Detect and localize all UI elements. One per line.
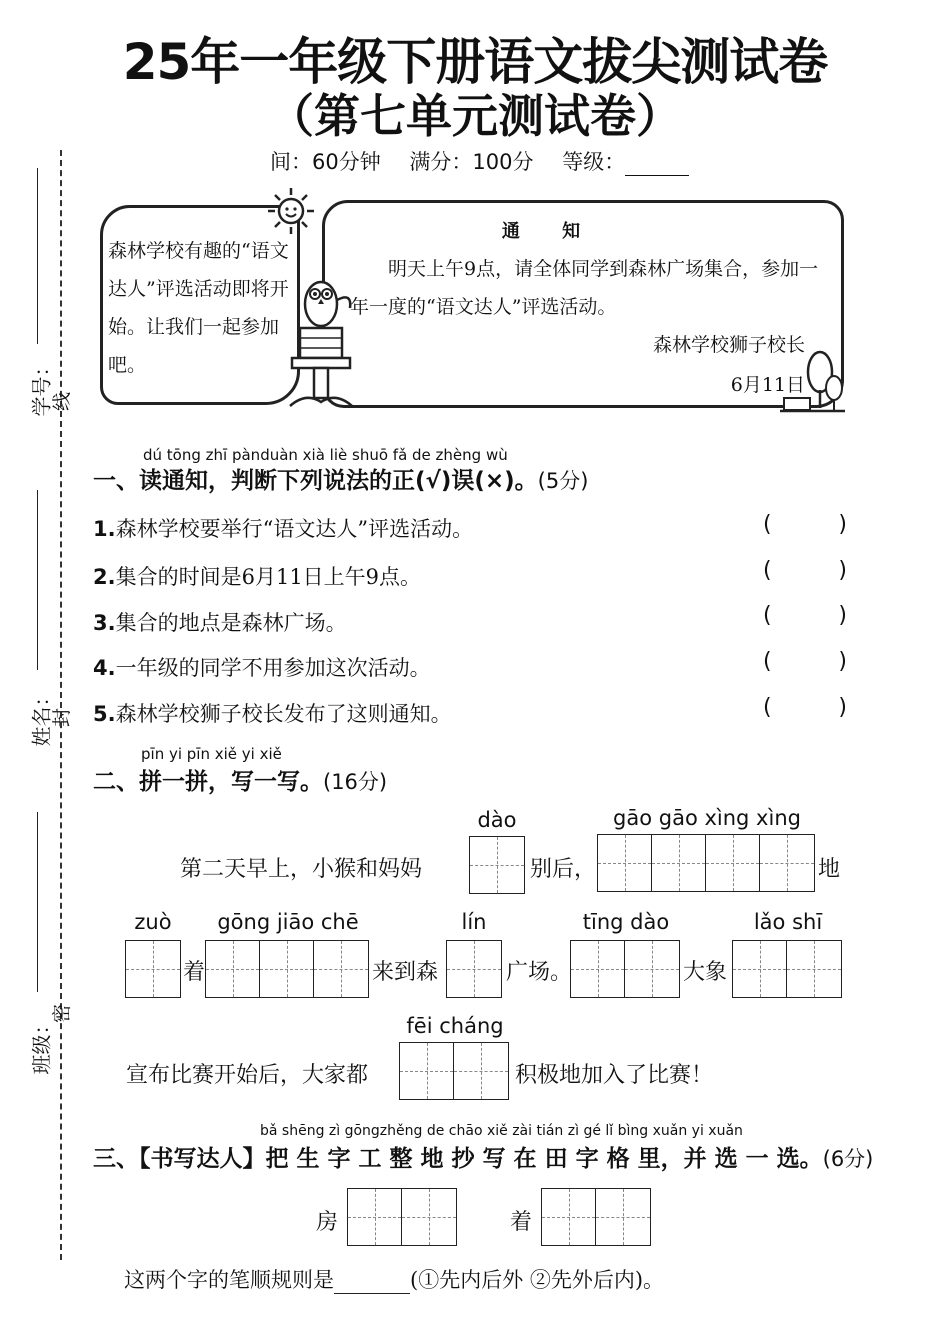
page-subtitle: （第七单元测试卷）: [268, 89, 682, 143]
notice-title: 通 知: [501, 221, 599, 242]
item-number: 4.: [93, 656, 116, 680]
copy-char-fang: 房: [316, 1210, 339, 1235]
notice-body: 明天上午9点，请全体同学到森林广场集合，参加一年一度的“语文达人”评选活动。: [350, 258, 819, 318]
section1-heading-text: 一、读通知，判断下列说法的正(√)误(×)。: [93, 468, 538, 494]
tianzige-gongjiaoche[interactable]: [205, 940, 369, 998]
paren-open: (: [763, 695, 772, 720]
answer-parentheses[interactable]: [763, 558, 847, 583]
intro-text: 森林学校有趣的“语文达人”评选活动即将开始。让我们一起参加吧。: [108, 240, 289, 376]
exam-time: 间：60分钟: [270, 150, 381, 174]
fill-line2-zhe: 着: [183, 960, 206, 985]
name-label: 姓名：: [29, 686, 54, 747]
tianzige-lin[interactable]: [446, 940, 502, 998]
section2-heading: [93, 763, 387, 796]
section2-score: (16分): [323, 770, 388, 794]
item-number: 3.: [93, 611, 116, 635]
pinyin-lin: lín: [461, 910, 487, 934]
binding-mi: 密: [51, 1003, 74, 1024]
stroke-order-blank[interactable]: [334, 1272, 410, 1294]
notice-date: 6月11日: [730, 374, 805, 396]
section2-pinyin: pīn yi pīn xiě yi xiě: [141, 745, 282, 763]
pinyin-zuo: zuò: [134, 910, 172, 934]
item-number: 1.: [93, 517, 116, 541]
paren-close: ): [838, 512, 847, 537]
section1-heading: [93, 462, 588, 495]
pinyin-dao: dào: [477, 808, 517, 832]
notice-signer: 森林学校狮子校长: [652, 334, 805, 356]
grade-blank[interactable]: [625, 156, 689, 176]
item-number: 5.: [93, 702, 116, 726]
list-item: [93, 561, 421, 591]
list-item: [93, 652, 431, 682]
fill-line2-guangchang: 广场。: [506, 960, 573, 985]
answer-parentheses[interactable]: [763, 649, 847, 674]
tianzige-laoshi[interactable]: [732, 940, 842, 998]
tianzige-zhe[interactable]: [541, 1188, 651, 1246]
fill-line2-daxiang: 大象: [683, 960, 728, 985]
exam-meta: [270, 146, 689, 176]
fill-line1-di: 地: [818, 857, 841, 882]
owl-on-post-icon: [286, 272, 356, 408]
tianzige-fang[interactable]: [347, 1188, 457, 1246]
list-item: [93, 698, 452, 728]
stroke-order-options: (①先内后外 ②先外后内)。: [410, 1268, 665, 1292]
student-no-line[interactable]: [37, 168, 38, 344]
class-label: 班级：: [29, 1014, 54, 1075]
fill-line1-text: 第二天早上，小猴和妈妈: [180, 857, 423, 882]
item-text: 一年级的同学不用参加这次活动。: [115, 656, 431, 680]
list-item: [93, 513, 473, 543]
paren-close: ): [838, 558, 847, 583]
paren-open: (: [763, 512, 772, 537]
section3-pinyin: bǎ shēng zì gōngzhěng de chāo xiě zài tián zì gé lǐ bìng xuǎn yi xuǎn: [260, 1123, 743, 1139]
binding-feng: 封: [51, 707, 74, 728]
exam-full-score: 满分：100分: [409, 150, 534, 174]
trees-icon: [780, 350, 845, 414]
section1-score: (5分): [537, 469, 589, 493]
name-line[interactable]: [37, 490, 38, 670]
page-title: 25年一年级下册语文拔尖测试卷: [122, 33, 828, 91]
answer-parentheses[interactable]: [763, 695, 847, 720]
pinyin-laoshi: lǎo shī: [753, 910, 823, 934]
fill-line1-after: 别后，: [530, 857, 597, 882]
item-text: 集合的地点是森林广场。: [115, 611, 347, 635]
pinyin-tingdao: tīng dào: [582, 910, 670, 934]
section3-heading: [93, 1140, 873, 1173]
paren-open: (: [763, 649, 772, 674]
section3-score: (6分): [822, 1147, 874, 1171]
student-no-label: 学号：: [29, 356, 54, 417]
tianzige-gaogaoxingxing[interactable]: [597, 834, 815, 892]
class-line[interactable]: [37, 812, 38, 992]
binding-dashed-line: [60, 150, 62, 1260]
item-number: 2.: [93, 565, 116, 589]
pinyin-gongjiaoche: gōng jiāo chē: [217, 910, 359, 934]
section2-heading-text: 二、拼一拼，写一写。: [93, 769, 323, 795]
paren-close: ): [838, 695, 847, 720]
copy-char-zhe: 着: [510, 1210, 533, 1235]
pinyin-gaogaoxingxing: gāo gāo xìng xìng: [613, 806, 801, 830]
fill-line3-text: 宣布比赛开始后，大家都: [126, 1063, 369, 1088]
fill-line2-laidaosen: 来到森: [372, 960, 439, 985]
item-text: 森林学校狮子校长发布了这则通知。: [115, 702, 452, 726]
paren-close: ): [838, 603, 847, 628]
item-text: 集合的时间是6月11日上午9点。: [115, 565, 422, 589]
paren-open: (: [763, 558, 772, 583]
tianzige-tingdao[interactable]: [570, 940, 680, 998]
sun-icon: [266, 186, 316, 236]
stroke-order-question-text: 这两个字的笔顺规则是: [124, 1268, 334, 1292]
tianzige-dao[interactable]: [469, 836, 525, 894]
exam-grade-label: 等级：: [562, 150, 626, 174]
item-text: 森林学校要举行“语文达人”评选活动。: [115, 517, 474, 541]
fill-line3-end: 积极地加入了比赛！: [515, 1063, 714, 1088]
paren-open: (: [763, 603, 772, 628]
stroke-order-question: [124, 1264, 664, 1294]
binding-xian: 线: [51, 391, 74, 412]
tianzige-feichang[interactable]: [399, 1042, 509, 1100]
paren-close: ): [838, 649, 847, 674]
pinyin-feichang: fēi cháng: [406, 1014, 504, 1038]
list-item: [93, 607, 347, 637]
answer-parentheses[interactable]: [763, 603, 847, 628]
answer-parentheses[interactable]: [763, 512, 847, 537]
section1-pinyin: dú tōng zhī pànduàn xià liè shuō fǎ de zhèng wù: [143, 446, 508, 464]
tianzige-zuo[interactable]: [125, 940, 181, 998]
section3-heading-text: 三、【书写达人】把 生 字 工 整 地 抄 写 在 田 字 格 里，并 选 一 选。: [93, 1146, 823, 1172]
